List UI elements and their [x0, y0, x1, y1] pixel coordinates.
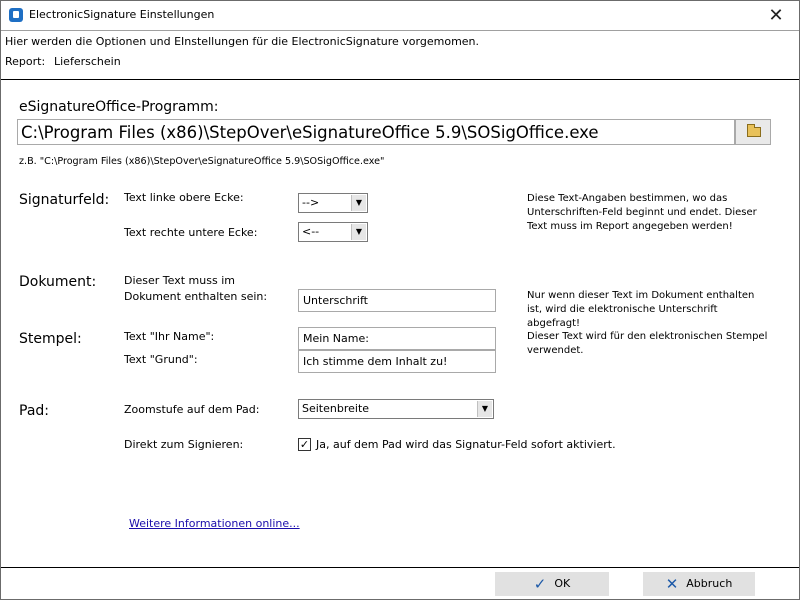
zoom-label: Zoomstufe auf dem Pad: [124, 403, 260, 416]
top-left-select[interactable] [298, 193, 368, 213]
window-title: ElectronicSignature Einstellungen [29, 8, 215, 21]
info-panel [1, 30, 799, 80]
more-info-link[interactable]: Weitere Informationen online... [129, 517, 300, 530]
section-signaturfeld: Signaturfeld: [19, 192, 110, 208]
cross-icon: ✕ [665, 575, 679, 593]
section-pad: Pad: [19, 403, 49, 419]
info-description: Hier werden die Optionen und EInstellungen für die ElectronicSignature vorgemomen. [5, 35, 480, 48]
direct-label: Direkt zum Signieren: [124, 438, 244, 451]
dokument-input[interactable]: Unterschrift [298, 289, 496, 312]
top-left-label: Text linke obere Ecke: [124, 191, 244, 204]
bottom-right-value: <-- [302, 225, 320, 238]
signaturfeld-note: Diese Text-Angaben bestimmen, wo das Unterschriften-Feld beginnt und endet. Dieser Text muss im Report angegeben werden! [527, 193, 757, 232]
app-icon [9, 8, 23, 22]
browse-button[interactable] [735, 119, 771, 145]
program-label: eSignatureOffice-Programm: [19, 99, 219, 115]
report-value: Lieferschein [54, 55, 121, 68]
zoom-select[interactable] [298, 399, 494, 419]
dokument-note: Nur wenn dieser Text im Dokument enthalten ist, wird die elektronische Unterschrift abgefragt! [527, 290, 755, 329]
close-icon[interactable]: ✕ [768, 5, 784, 26]
stempel-name-label: Text "Ihr Name": [124, 330, 215, 343]
section-dokument: Dokument: [19, 274, 97, 290]
bottom-right-select[interactable] [298, 222, 368, 242]
direct-checkbox[interactable]: ✓ [299, 438, 310, 451]
cancel-button[interactable]: ✕ Abbruch [643, 572, 755, 596]
section-stempel: Stempel: [19, 331, 82, 347]
stempel-reason-label: Text "Grund": [124, 353, 198, 366]
stempel-note: Dieser Text wird für den elektronischen Stempel verwendet. [527, 331, 768, 356]
title-bar [1, 1, 799, 31]
program-path-input[interactable]: C:\Program Files (x86)\StepOver\eSignatureOffice 5.9\SOSigOffice.exe [17, 119, 735, 145]
chevron-down-icon: ▼ [351, 195, 366, 211]
report-label: Report: [5, 55, 46, 68]
bottom-right-label: Text rechte untere Ecke: [124, 226, 258, 239]
stempel-reason-input[interactable]: Ich stimme dem Inhalt zu! [298, 350, 496, 373]
chevron-down-icon: ▼ [477, 401, 492, 417]
top-left-value: --> [302, 196, 320, 209]
stempel-name-input[interactable]: Mein Name: [298, 327, 496, 350]
zoom-value: Seitenbreite [302, 402, 370, 415]
program-example: z.B. "C:\Program Files (x86)\StepOver\eSignatureOffice 5.9\SOSigOffice.exe" [19, 156, 385, 167]
checkmark-icon: ✓ [533, 575, 547, 593]
direct-checkbox-text[interactable]: Ja, auf dem Pad wird das Signatur-Feld sofort aktiviert. [316, 438, 616, 451]
chevron-down-icon: ▼ [351, 224, 366, 240]
dokument-label: Dieser Text muss im Dokument enthalten sein: [124, 274, 268, 303]
folder-open-icon [747, 127, 761, 137]
ok-button[interactable]: ✓ OK [495, 572, 609, 596]
